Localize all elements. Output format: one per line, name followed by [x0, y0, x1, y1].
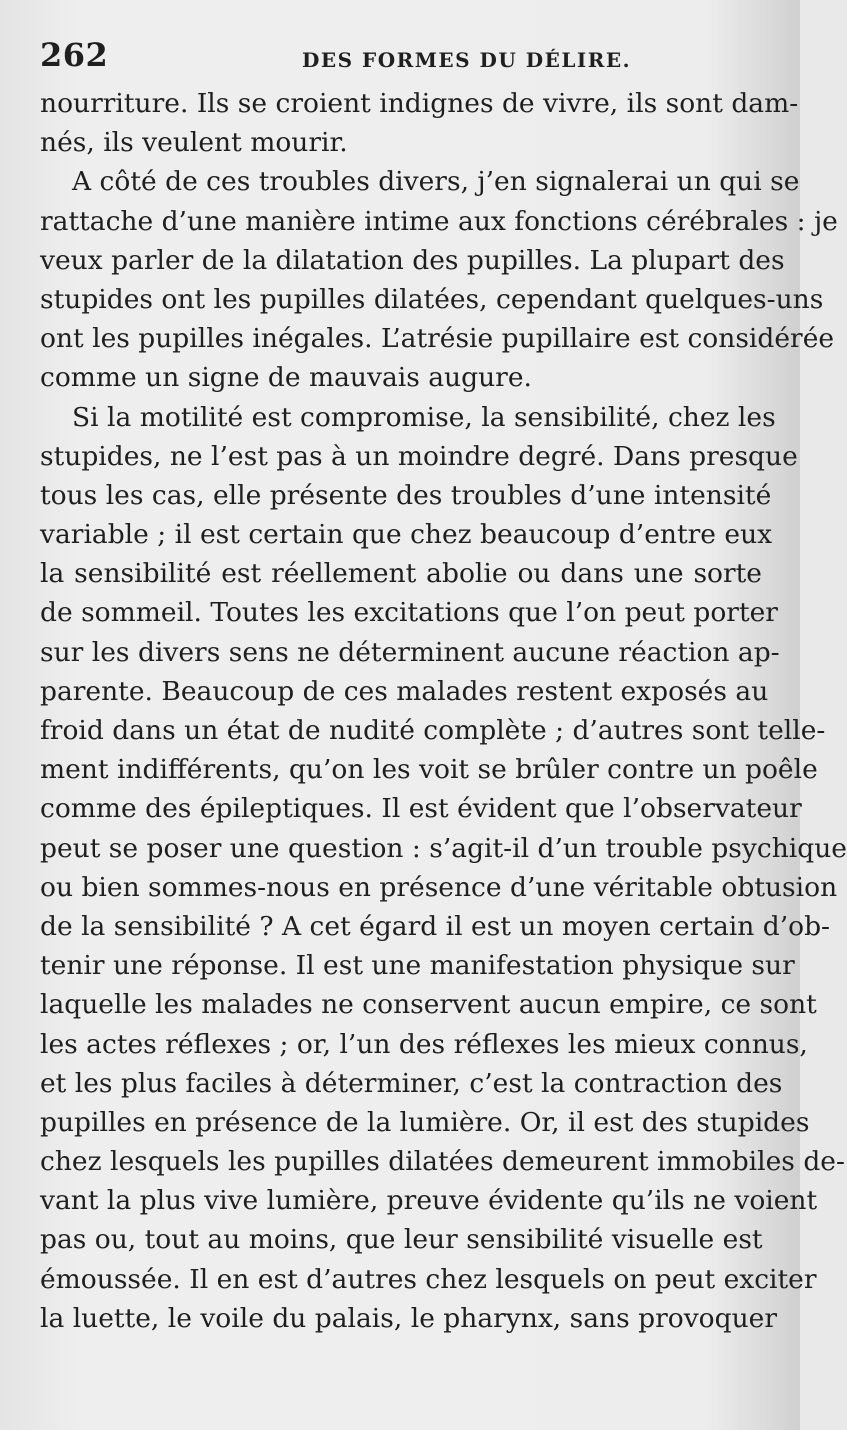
text-line: tous les cas, elle présente des troubles d’une intensité [40, 479, 772, 511]
text-line: de sommeil. Toutes les excitations que l’on peut porter [40, 597, 778, 629]
paragraph-start-line: A côté de ces troubles divers, j’en signalerai un qui se [72, 166, 800, 198]
text-line: stupides ont les pupilles dilatées, cependant quelques-uns [40, 283, 824, 315]
body-text [40, 84, 847, 1338]
paragraph-start-line: Si la motilité est compromise, la sensibilité, chez les [72, 401, 776, 433]
text-line: sur les divers sens ne déterminent aucune réaction ap- [40, 636, 780, 668]
text-line: ment indifférents, qu’on les voit se brûler contre un poêle [40, 754, 818, 786]
text-line: parente. Beaucoup de ces malades restent exposés au [40, 675, 769, 707]
text-line: nés, ils veulent mourir. [40, 127, 348, 159]
text-line: nourriture. Ils se croient indignes de vivre, ils sont dam- [40, 88, 799, 119]
text-line: la luette, le voile du palais, le pharynx, sans provoquer [40, 1302, 778, 1334]
text-line: ont les pupilles inégales. L’atrésie pupillaire est considérée [40, 323, 835, 355]
text-line: et les plus faciles à déterminer, c’est la contraction des [40, 1067, 783, 1099]
text-line: comme un signe de mauvais augure. [40, 362, 532, 394]
text-line: laquelle les malades ne conservent aucun empire, ce sont [40, 989, 817, 1021]
text-line: de la sensibilité ? A cet égard il est un moyen certain d’ob- [40, 910, 831, 942]
text-line: veux parler de la dilatation des pupilles. La plupart des [40, 244, 785, 276]
running-title: DES FORMES DU DÉLIRE. [302, 48, 632, 72]
text-line: pas ou, tout au moins, que leur sensibilité visuelle est [40, 1224, 763, 1256]
text-line: la sensibilité est réellement abolie ou dans une sorte [40, 558, 762, 590]
text-line: les actes réflexes ; or, l’un des réflexes les mieux connus, [40, 1028, 808, 1060]
text-line: peut se poser une question : s’agit-il d’un trouble psychique [40, 832, 847, 864]
text-line: tenir une réponse. Il est une manifestation physique sur [40, 950, 795, 982]
text-line: stupides, ne l’est pas à un moindre degré. Dans presque [40, 440, 798, 472]
text-line: froid dans un état de nudité complète ; d’autres sont telle- [40, 715, 826, 746]
page-header [40, 34, 770, 80]
text-line: comme des épileptiques. Il est évident que l’observateur [40, 793, 802, 825]
text-line: pupilles en présence de la lumière. Or, il est des stupides [40, 1106, 810, 1138]
text-line: vant la plus vive lumière, preuve évidente qu’ils ne voient [40, 1185, 818, 1217]
text-line: chez lesquels les pupilles dilatées demeurent immobiles de- [40, 1146, 845, 1178]
text-line: variable ; il est certain que chez beaucoup d’entre eux [40, 519, 773, 551]
page-number: 262 [40, 36, 109, 74]
text-line: émoussée. Il en est d’autres chez lesquels on peut exciter [40, 1263, 817, 1295]
text-line: rattache d’une manière intime aux fonctions cérébrales : je [40, 205, 838, 237]
text-line: ou bien sommes-nous en présence d’une véritable obtusion [40, 871, 838, 903]
